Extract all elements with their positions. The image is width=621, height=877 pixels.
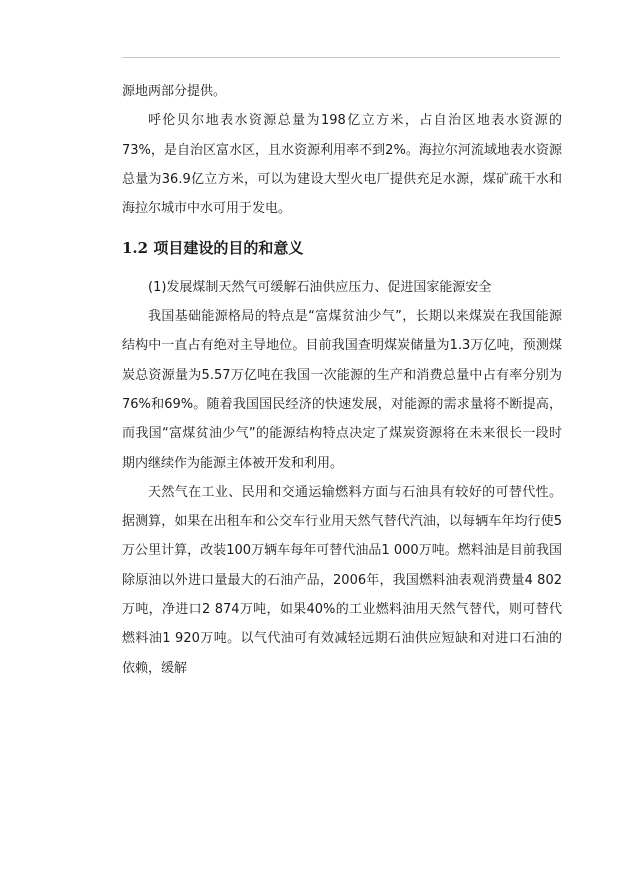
header-rule bbox=[122, 57, 560, 58]
paragraph-continuation: 源地两部分提供。 bbox=[122, 84, 227, 99]
paragraph-natural-gas: 天然气在工业、民用和交通运输燃料方面与石油具有较好的可替代性。据测算，如果在出租车和公交车行业用天然气替代汽油，以每辆车年均行使5万公里计算，改装100万辆车每年可替代油品1 000万吨。燃料油是目前我国除原油以外进口量最大的石油产品，2006年，我国燃料油表观消费量4 802万吨，净进口2 874万吨，如果40%的工业燃料油用天然气替代，则可替代燃料油1 920万吨。以气代油可有效减轻远期石油供应短缺和对进口石油的依赖，缓解 bbox=[122, 484, 562, 676]
paragraph-water-resources: 呼伦贝尔地表水资源总量为198亿立方米，占自治区地表水资源的73%，是自治区富水区，且水资源利用率不到2%。海拉尔河流域地表水资源总量为36.9亿立方米，可以为建设大型火电厂提供充足水源，煤矿疏干水和海拉尔城市中水可用于发电。 bbox=[122, 113, 562, 217]
document-body bbox=[122, 77, 562, 683]
paragraph-energy-structure: 我国基础能源格局的特点是“富煤贫油少气”，长期以来煤炭在我国能源结构中一直占有绝对主导地位。目前我国查明煤炭储量为1.3万亿吨，预测煤炭总资源量为5.57万亿吨在我国一次能源的生产和消费总量中占有率分别为76%和69%。随着我国国民经济的快速发展，对能源的需求量将不断提高，而我国“富煤贫油少气”的能源结构特点决定了煤炭资源将在未来很长一段时期内继续作为能源主体被开发和利用。 bbox=[122, 309, 562, 471]
section-heading: 1.2 项目建设的目的和意义 bbox=[122, 239, 304, 258]
paragraph-subheading: (1)发展煤制天然气可缓解石油供应压力、促进国家能源安全 bbox=[148, 279, 492, 295]
